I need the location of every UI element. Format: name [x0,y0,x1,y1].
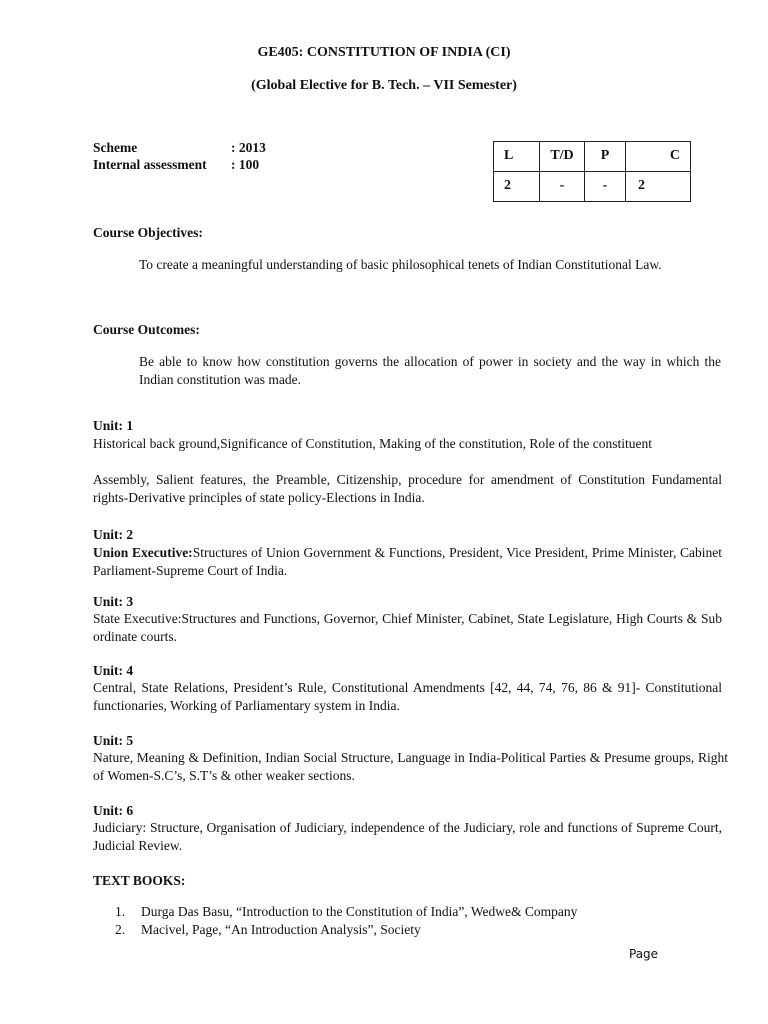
ltpc-header-row [494,142,691,172]
unit-2-body: Structures of Union Government & Functions, President, Vice President, Prime Minister, Cabinet Parliament-Supreme Court of India. [93,545,723,579]
textbook-number: 1. [115,904,126,919]
textbook-number: 2. [115,922,126,938]
ltpc-header-td: T/D [540,142,585,172]
unit-6-heading: Unit: 6 [93,803,134,818]
course-title: GE405: CONSTITUTION OF INDIA (CI) [257,45,511,60]
objectives-heading: Course Objectives: [93,225,203,240]
unit-5-heading: Unit: 5 [93,733,134,748]
unit-1-text-a: Historical back ground,Significance of Constitution, Making of the constitution, Role of the constituent [93,436,653,451]
textbooks-heading: TEXT BOOKS: [93,873,186,888]
unit-2-text [93,544,722,580]
unit-4-heading: Unit: 4 [93,663,134,678]
assessment-label: Internal assessment [93,157,207,172]
textbooks-list [115,903,675,939]
page-footer-label: Page [629,947,659,961]
objectives-text: To create a meaningful understanding of basic philosophical tenets of Indian Constitutional Law. [139,257,662,272]
textbook-item [115,921,675,939]
unit-5-text: Nature, Meaning & Definition, Indian Social Structure, Language in India-Political Parties & Presume groups, Right of Women-S.C’s, S.T’s & other weaker sections. [93,750,728,784]
assessment-value: : 100 [231,157,260,172]
ltpc-value-row [494,172,691,202]
ltpc-value-c: 2 [626,172,691,202]
unit-1-text-b: Assembly, Salient features, the Preamble, Citizenship, procedure for amendment of Constitution Fundamental rights-Derivative principles of state policy-Elections in India. [93,472,722,506]
ltpc-table [493,141,691,202]
ltpc-value-p: - [585,172,626,202]
ltpc-value-td: - [540,172,585,202]
outcomes-heading: Course Outcomes: [93,322,200,337]
unit-3-text: State Executive:Structures and Functions, Governor, Chief Minister, Cabinet, State Legislature, High Courts & Sub ordinate courts. [93,611,722,645]
textbook-item [115,903,675,921]
unit-6-text: Judiciary: Structure, Organisation of Judiciary, independence of the Judiciary, role and functions of Supreme Court, Judicial Review. [93,820,722,854]
unit-1-heading: Unit: 1 [93,418,134,433]
scheme-label: Scheme [93,140,138,155]
unit-4-text: Central, State Relations, President’s Rule, Constitutional Amendments [42, 44, 74, 76, 86 & 91]- Constitutional functionaries, Working of Parliamentary system in India. [93,680,722,714]
unit-2-heading: Unit: 2 [93,527,134,542]
scheme-value: : 2013 [231,140,266,155]
course-subtitle: (Global Elective for B. Tech. – VII Semester) [251,78,517,93]
outcomes-text: Be able to know how constitution governs the allocation of power in society and the way in which the Indian constitution was made. [139,354,721,388]
ltpc-value-l: 2 [494,172,540,202]
textbook-text: Macivel, Page, “An Introduction Analysis”, Society [141,922,421,938]
ltpc-header-l: L [494,142,540,172]
textbook-text: Durga Das Basu, “Introduction to the Constitution of India”, Wedwe& Company [141,904,578,919]
ltpc-header-c: C [626,142,691,172]
ltpc-header-p: P [585,142,626,172]
unit-2-lead: Union Executive: [93,545,193,560]
unit-3-heading: Unit: 3 [93,594,134,609]
